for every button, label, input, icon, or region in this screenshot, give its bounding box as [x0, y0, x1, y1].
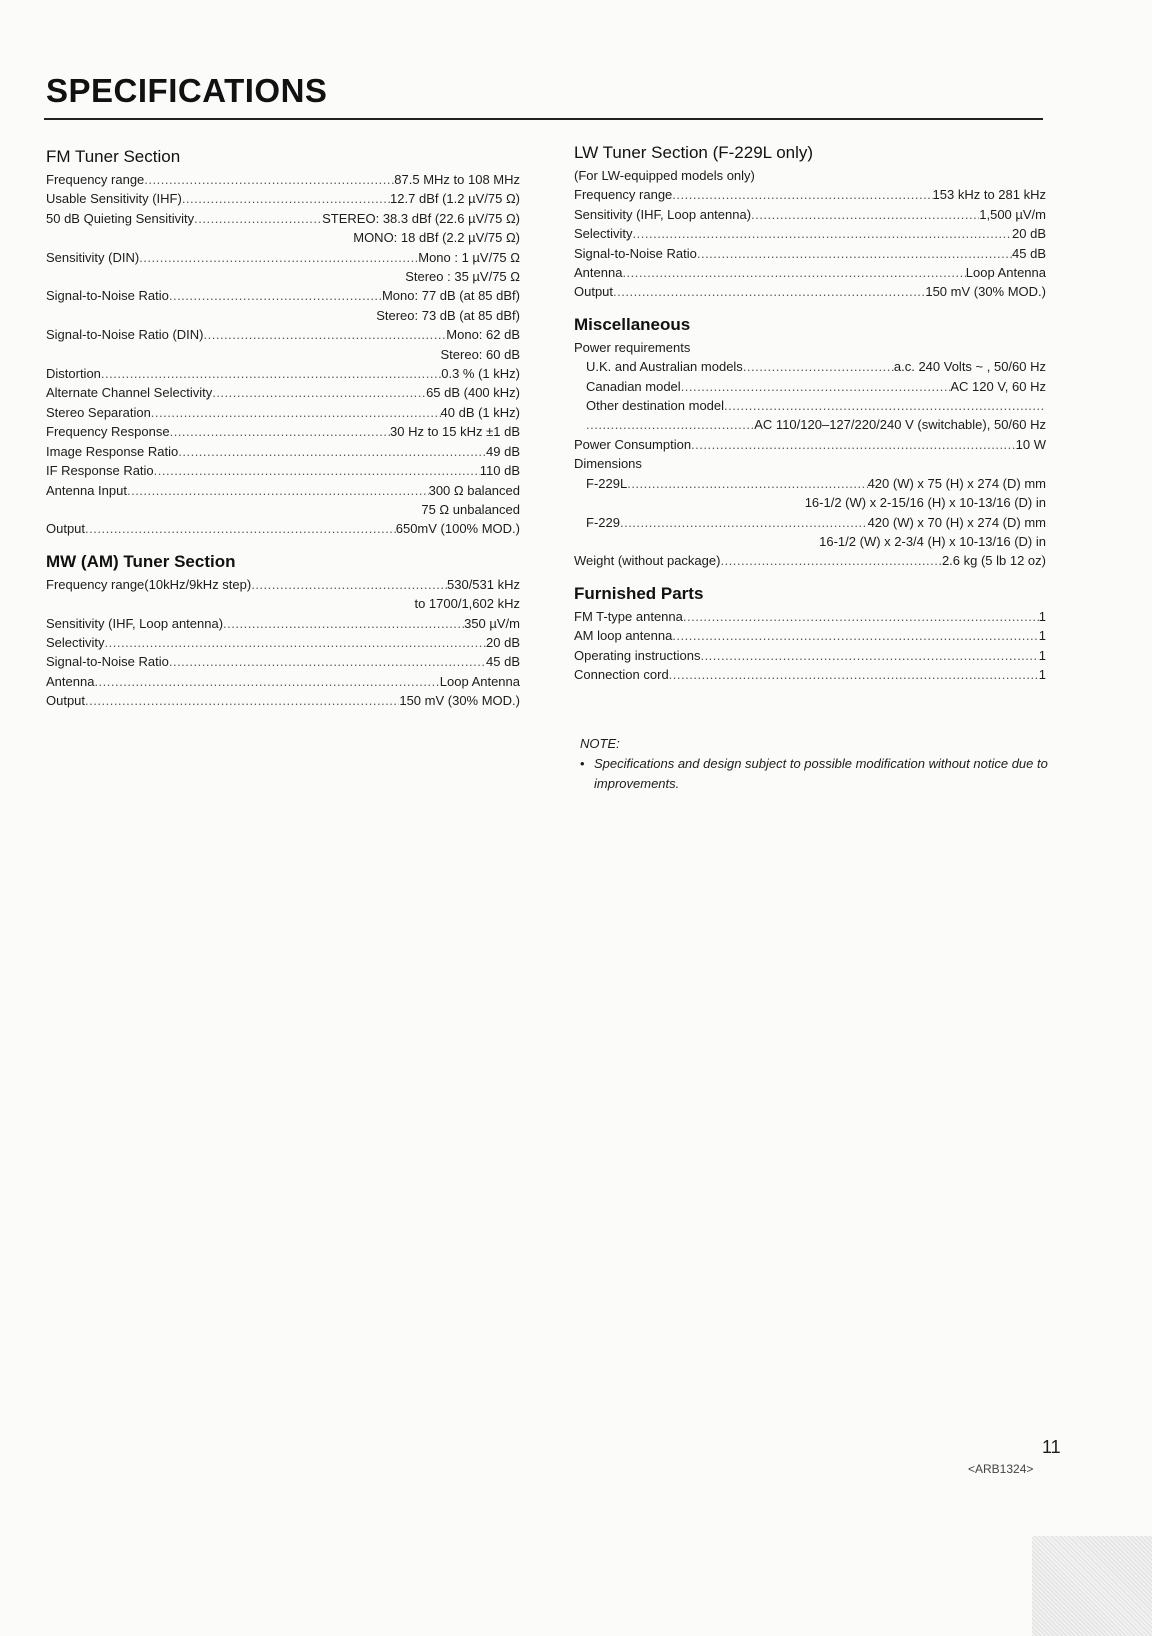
- right-column: [574, 140, 1046, 694]
- spec-label: F-229L: [586, 475, 628, 491]
- leader-dots: [144, 170, 394, 189]
- spec-value: 45 dB: [486, 654, 520, 670]
- spec-row: [46, 286, 520, 305]
- leader-dots: [212, 383, 426, 402]
- leader-dots: [94, 672, 439, 691]
- leader-dots: [697, 244, 1012, 263]
- leader-dots: [170, 422, 390, 441]
- spec-row: [574, 415, 1046, 434]
- leader-dots: [681, 377, 951, 396]
- power-requirements-label: Power requirements: [574, 339, 691, 355]
- spec-row: [574, 263, 1046, 282]
- leader-dots: [672, 185, 932, 204]
- spec-value: 420 (W) x 70 (H) x 274 (D) mm: [867, 514, 1046, 530]
- leader-dots: [724, 396, 1046, 415]
- page-number: 11: [1042, 1437, 1061, 1457]
- spec-value: 20 dB: [486, 634, 520, 650]
- spec-label: 50 dB Quieting Sensitivity: [46, 210, 195, 226]
- spec-label: U.K. and Australian models: [586, 359, 743, 375]
- spec-row: [574, 282, 1046, 301]
- dimensions-label: Dimensions: [574, 456, 642, 472]
- furnished-parts-list: [574, 607, 1046, 685]
- spec-value: 530/531 kHz: [447, 576, 520, 592]
- spec-value: 12.7 dBf (1.2 µV/75 Ω): [390, 191, 520, 207]
- note-heading: NOTE:: [580, 736, 620, 751]
- spec-row: [46, 481, 520, 500]
- spec-value: 1,500 µV/m: [979, 206, 1046, 222]
- spec-row: [574, 551, 1046, 570]
- mw-spec-list: [46, 575, 520, 711]
- fm-tuner-section: [46, 144, 520, 539]
- spec-row: [574, 244, 1046, 263]
- lw-spec-list: [574, 185, 1046, 301]
- lw-tuner-section: [574, 140, 1046, 302]
- spec-label: Output: [574, 284, 614, 300]
- spec-continuation: MONO: 18 dBf (2.2 µV/75 Ω): [353, 230, 520, 246]
- spec-row: [46, 325, 520, 344]
- spec-label: Image Response Ratio: [46, 443, 179, 459]
- left-column: [46, 144, 520, 721]
- spec-label: Signal-to-Noise Ratio: [46, 288, 169, 304]
- spec-row: [46, 519, 520, 538]
- fm-section-heading: FM Tuner Section: [46, 147, 181, 166]
- spec-continuation: Stereo : 35 µV/75 Ω: [405, 269, 520, 285]
- spec-value: Loop Antenna: [965, 265, 1046, 281]
- spec-label: Sensitivity (IHF, Loop antenna): [574, 206, 752, 222]
- spec-row: [574, 396, 1046, 415]
- spec-value: 1: [1038, 608, 1046, 624]
- spec-value: 87.5 MHz to 108 MHz: [394, 172, 520, 187]
- spec-label: Power Consumption: [574, 436, 692, 452]
- document-code: <ARB1324>: [968, 1462, 1034, 1476]
- spec-row: [46, 614, 520, 633]
- spec-value: 650mV (100% MOD.): [395, 521, 520, 537]
- spec-row: [46, 652, 520, 671]
- spec-value: 350 µV/m: [464, 615, 520, 631]
- leader-dots: [683, 607, 1039, 626]
- leader-dots: [85, 519, 396, 538]
- spec-row: [574, 626, 1046, 645]
- note-item: [580, 754, 1050, 794]
- leader-dots: [151, 403, 441, 422]
- spec-value: 45 dB: [1012, 245, 1046, 261]
- spec-row: [574, 646, 1046, 665]
- spec-label: Antenna: [574, 265, 623, 281]
- leader-dots: [182, 189, 390, 208]
- spec-label: Operating instructions: [574, 647, 701, 663]
- mw-section-heading: MW (AM) Tuner Section: [46, 551, 236, 571]
- spec-row: [574, 513, 1046, 532]
- spec-label: Selectivity: [574, 226, 633, 242]
- spec-value: AC 110/120–127/220/240 V (switchable), 50/60 Hz: [754, 417, 1046, 433]
- spec-row: [46, 633, 520, 652]
- leader-dots: [127, 481, 429, 500]
- leader-dots: [204, 325, 447, 344]
- spec-value: Mono: 62 dB: [446, 327, 520, 343]
- spec-value: Mono: 77 dB (at 85 dBf): [381, 288, 520, 304]
- spec-value: Loop Antenna: [439, 673, 520, 689]
- spec-label: Sensitivity (DIN): [46, 249, 140, 265]
- scan-smudge: [1032, 1536, 1152, 1636]
- spec-row: [46, 170, 520, 189]
- spec-value: 2.6 kg (5 lb 12 oz): [941, 553, 1046, 569]
- spec-continuation: Stereo: 73 dB (at 85 dBf): [376, 307, 520, 323]
- leader-dots: [85, 691, 399, 710]
- spec-row: [574, 474, 1046, 493]
- leader-dots: [669, 665, 1039, 684]
- spec-value: 1: [1038, 628, 1046, 644]
- leader-dots: [139, 248, 418, 267]
- spec-label: Weight (without package): [574, 553, 721, 569]
- spec-row: [46, 672, 520, 691]
- spec-value: 1: [1038, 647, 1046, 663]
- spec-continuation: to 1700/1,602 kHz: [414, 596, 520, 612]
- spec-label: FM T-type antenna: [574, 608, 683, 624]
- spec-row: [574, 205, 1046, 224]
- spec-label: Usable Sensitivity (IHF): [46, 191, 182, 207]
- spec-label: Alternate Channel Selectivity: [46, 385, 213, 401]
- spec-label: Sensitivity (IHF, Loop antenna): [46, 615, 224, 631]
- spec-continuation: Stereo: 60 dB: [440, 346, 520, 362]
- leader-dots: [586, 415, 754, 434]
- spec-label: Frequency range: [46, 172, 145, 187]
- spec-label: Frequency range(10kHz/9kHz step): [46, 576, 252, 592]
- spec-label: Signal-to-Noise Ratio (DIN): [46, 327, 204, 343]
- spec-value: 65 dB (400 kHz): [426, 385, 520, 401]
- spec-value: 110 dB: [479, 463, 520, 479]
- leader-dots: [720, 551, 941, 570]
- spec-label: Connection cord: [574, 666, 669, 682]
- spec-label: IF Response Ratio: [46, 463, 154, 479]
- leader-dots: [622, 263, 965, 282]
- mw-tuner-section: [46, 549, 520, 711]
- spec-row: [574, 185, 1046, 204]
- leader-dots: [620, 513, 868, 532]
- spec-row: [574, 665, 1046, 684]
- spec-value: 300 Ω balanced: [428, 482, 520, 498]
- spec-label: Frequency Response: [46, 424, 170, 440]
- spec-label: Other destination model: [586, 398, 725, 414]
- note-block: [580, 734, 1050, 794]
- leader-dots: [169, 652, 486, 671]
- furnished-section-heading: Furnished Parts: [574, 583, 704, 603]
- leader-dots: [627, 474, 867, 493]
- spec-value: 20 dB: [1012, 226, 1046, 242]
- spec-value: 1: [1038, 666, 1046, 682]
- spec-value: 30 Hz to 15 kHz ±1 dB: [390, 424, 520, 440]
- spec-row: [574, 357, 1046, 376]
- note-text: Specifications and design subject to possible modification without notice due to improvements.: [594, 756, 1048, 791]
- spec-row: [46, 403, 520, 422]
- page-title: SPECIFICATIONS: [46, 72, 328, 109]
- spec-label: F-229: [586, 514, 620, 530]
- furnished-parts-section: [574, 581, 1046, 685]
- spec-value: Mono : 1 µV/75 Ω: [418, 249, 520, 265]
- leader-dots: [101, 364, 441, 383]
- leader-dots: [178, 442, 486, 461]
- leader-dots: [223, 614, 464, 633]
- spec-label: Canadian model: [586, 378, 681, 394]
- spec-value: 150 mV (30% MOD.): [399, 693, 520, 709]
- spec-continuation: 16-1/2 (W) x 2-15/16 (H) x 10-13/16 (D) in: [804, 495, 1046, 511]
- spec-label: Selectivity: [46, 634, 105, 650]
- spec-value: 150 mV (30% MOD.): [925, 284, 1046, 300]
- leader-dots: [700, 646, 1038, 665]
- spec-label: Signal-to-Noise Ratio: [574, 245, 697, 261]
- spec-value: 420 (W) x 75 (H) x 274 (D) mm: [867, 475, 1046, 491]
- spec-value: 40 dB (1 kHz): [440, 404, 520, 420]
- spec-value: 153 kHz to 281 kHz: [932, 187, 1046, 203]
- spec-value: AC 120 V, 60 Hz: [950, 378, 1046, 394]
- leader-dots: [154, 461, 480, 480]
- misc-section: [574, 312, 1046, 571]
- leader-dots: [672, 626, 1038, 645]
- spec-row: [574, 607, 1046, 626]
- spec-continuation: 75 Ω unbalanced: [421, 501, 520, 517]
- spec-label: Output: [46, 521, 86, 537]
- leader-dots: [169, 286, 382, 305]
- spec-row: [46, 442, 520, 461]
- spec-row: [46, 575, 520, 594]
- spec-row: [46, 189, 520, 208]
- spec-label: AM loop antenna: [574, 628, 673, 644]
- spec-row: [46, 461, 520, 480]
- spec-row: [574, 224, 1046, 243]
- spec-value: 49 dB: [486, 443, 520, 459]
- leader-dots: [751, 205, 979, 224]
- lw-subnote: (For LW-equipped models only): [574, 168, 755, 183]
- leader-dots: [633, 224, 1012, 243]
- spec-value: a.c. 240 Volts ~ , 50/60 Hz: [893, 359, 1046, 375]
- spec-value: 0.3 % (1 kHz): [441, 366, 520, 382]
- leader-dots: [691, 435, 1016, 454]
- spec-label: Signal-to-Noise Ratio: [46, 654, 169, 670]
- spec-continuation: 16-1/2 (W) x 2-3/4 (H) x 10-13/16 (D) in: [819, 533, 1046, 549]
- title-rule: [44, 118, 1043, 120]
- spec-label: Antenna Input: [46, 482, 127, 498]
- misc-section-heading: Miscellaneous: [574, 314, 691, 334]
- spec-value: 10 W: [1015, 436, 1046, 452]
- bullet-icon: •: [580, 756, 585, 771]
- leader-dots: [743, 357, 894, 376]
- fm-spec-list: [46, 170, 520, 539]
- leader-dots: [613, 282, 925, 301]
- leader-dots: [105, 633, 486, 652]
- lw-section-heading: LW Tuner Section (F-229L only): [574, 143, 814, 162]
- spec-label: Antenna: [46, 673, 95, 689]
- spec-row: [46, 364, 520, 383]
- spec-row: [46, 248, 520, 267]
- spec-row: [46, 209, 520, 228]
- spec-row: [46, 422, 520, 441]
- spec-row: [46, 383, 520, 402]
- spec-row: [574, 435, 1046, 454]
- spec-row: [574, 377, 1046, 396]
- spec-label: Distortion: [46, 366, 101, 382]
- spec-row: [46, 691, 520, 710]
- spec-label: Stereo Separation: [46, 404, 151, 420]
- spec-value: STEREO: 38.3 dBf (22.6 µV/75 Ω): [322, 210, 520, 226]
- leader-dots: [251, 575, 447, 594]
- leader-dots: [194, 209, 322, 228]
- spec-label: Output: [46, 693, 86, 709]
- spec-label: Frequency range: [574, 187, 673, 203]
